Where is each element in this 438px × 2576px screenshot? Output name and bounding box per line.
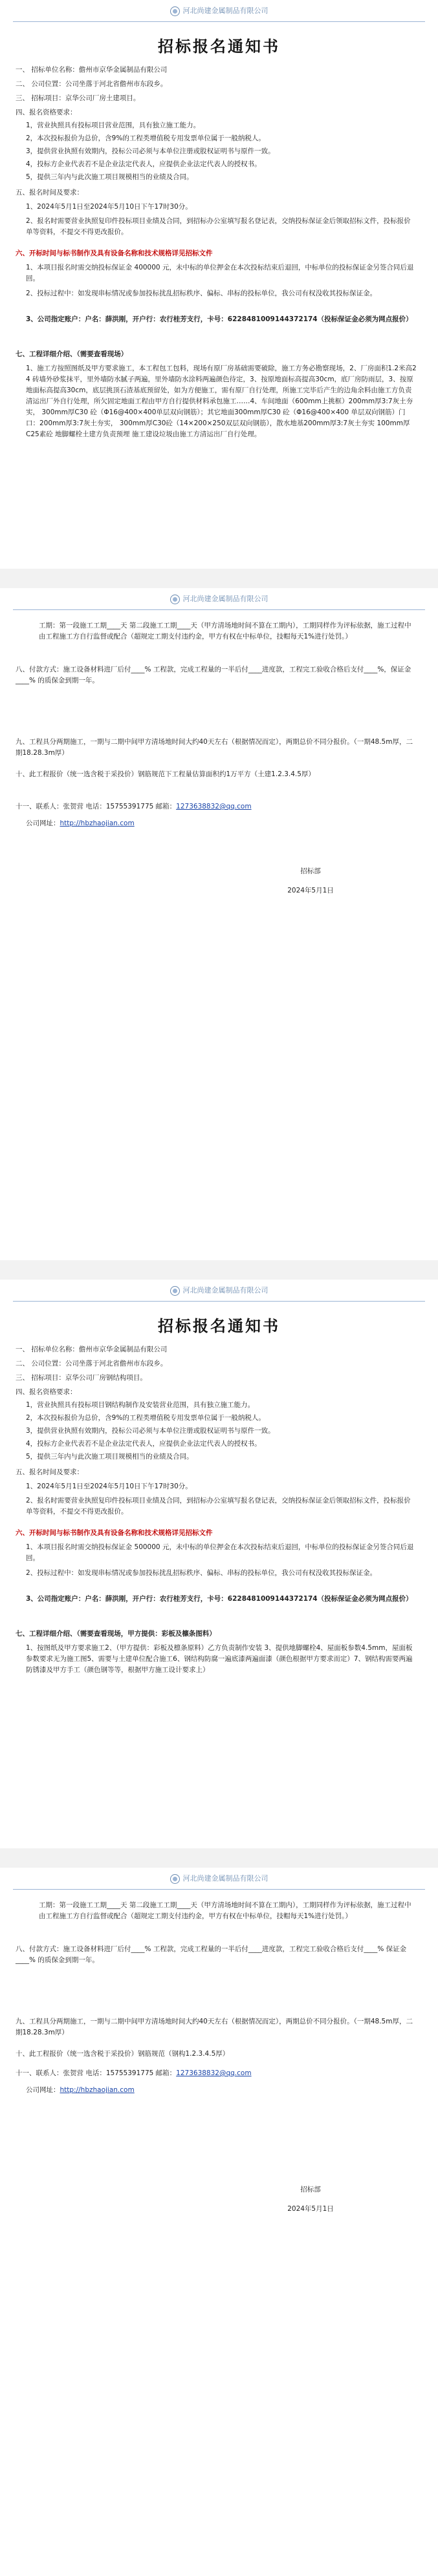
header-divider bbox=[13, 609, 425, 610]
page-gap bbox=[0, 1260, 438, 1280]
section-4-item-3: 3，提供营业执照有效期内，投标公司必须与本单位注册或股权证明书与原件一致。 bbox=[26, 147, 275, 155]
section-6-item-2: 2、投标过程中：如发现串标情况或参加投标扰乱招标秩序、偏标、串标的投标单位，我公司有权没收其投标保证金。 bbox=[26, 1569, 377, 1577]
company-logo-icon bbox=[170, 1874, 180, 1884]
section-4-item-4: 4，投标方企业代表若不是企业法定代表人，应提供企业法定代表人的授权书。 bbox=[26, 1440, 261, 1448]
section-2: 二、 公司位置：公司坐落于河北省儋州市东段乡。 bbox=[16, 1360, 168, 1367]
section-5: 五、报名时间及要求： bbox=[16, 189, 83, 196]
section-5-item-1: 1、2024年5月1日至2024年5月10日下午17时30分。 bbox=[26, 203, 192, 211]
section-4-item-2: 2，本次投标报价为总价，含9%的工程类增值税专用发票单位属于一般纳税人。 bbox=[26, 134, 265, 142]
notice-page-1 bbox=[0, 0, 438, 569]
contact-label: 十一、联系人：张贺营 电话：15755391775 邮箱： bbox=[16, 803, 177, 810]
page-header bbox=[0, 1873, 438, 1890]
page-header bbox=[0, 593, 438, 610]
header-divider bbox=[13, 21, 425, 22]
quote-info: 十、此工程报价（统一选含税于采投价）钢筋规范下工程量估算面积约1万平方（土建1.2.3.4.5厚） bbox=[16, 770, 315, 778]
section-4-item-2: 2，本次投标报价为总价，含9%的工程类增值税专用发票单位属于一般纳税人。 bbox=[26, 1414, 265, 1422]
section-4-item-1: 1，营业执照具有投标项目营业范围，具有独立施工能力。 bbox=[26, 121, 201, 129]
phase-info: 九、工程具分两期施工，一期与二期中间甲方清场地时间大约40天左右（根据情况而定），两期总价不同分报价。（一期48.5m厚，二期18.28.3m厚） bbox=[16, 2018, 413, 2036]
section-3: 三、 招标项目：京华公司厂房钢结构项目。 bbox=[16, 1374, 147, 1382]
section-7: 七、工程详细介绍、（需要查看现场） bbox=[16, 350, 128, 358]
section-6: 六、开标时间与标书制作及具有设备名称和技术规格详见招标文件 bbox=[16, 1529, 213, 1537]
page-header bbox=[0, 5, 438, 22]
page-header bbox=[0, 1285, 438, 1302]
payment-terms: 八、付款方式：施工设备材料进厂后付____% 工程款，完成工程量的一半后付____进度款，工程完工验收合格后支付____%，保证金____% 的质保金到期一年。 bbox=[16, 666, 411, 684]
issue-date: 2024年5月1日 bbox=[287, 2205, 334, 2213]
section-7-item-1: 1、施工方按照图纸及甲方要求施工，本工程包工包料，现场有原厂房基础需要破除，施工方务必勘察现场，2、厂房面积1.2米高2 4 砖墙外砂浆抹平，里外墙防水腻子两遍，里外墙防水涂料两遍颜色待定，3、按原地面标高提高30cm，底厂房防雨层，3、按原地面标高提高30cm，底层挑顶石渣基底预留处，如为方便施工，需有原厂自行处理，所施工完毕后产生的边角余料由施工方负责清运出厂外自行处理，所欠固定地面工程由甲方自行提供材料承包施工……4、车间地面（600mm上挑框）200mm厚3:7灰土夯实， 300mm厚C30 砼（Φ16@400×400单层双向钢筋）；其它地面300mm厚C30 砼（Φ16@400×400 单层双向钢筋）门口：200mm厚3:7灰土夯实， 300mm厚C30砼（14×200×250双层双向钢筋），散水地基200mm厚3:7灰土夯实 100mm厚C25素砼 地脚螺栓土建方负责预埋 施工建设垃圾由施工方清运出厂自行处理。 bbox=[26, 364, 417, 438]
header-brand: 河北尚建金属制品有限公司 bbox=[182, 6, 268, 15]
header-divider bbox=[13, 1889, 425, 1890]
company-logo-icon bbox=[170, 595, 180, 604]
section-7-item-1: 1、按图纸及甲方要求施工2、（甲方提供：彩板及檩条原料）乙方负责制作安装 3、提供地脚螺栓4、屋面板参数4.5mm，屋面板参数要求无为施工图5、需要与土建单位配合施工6、钢结构防腐一遍底漆两遍面漆（颜色根据甲方要求而定）7、钢结构需要两遍防锈漆及甲方手工（颜色钢等等，根据甲方施工设计要求上） bbox=[26, 1644, 413, 1674]
section-6-item-3: 3、公司指定账户：户名：薛洪刚，开户行：农行桂芳支行，卡号：6228481009144372174（投标保证金必须为网点报价） bbox=[26, 1595, 413, 1603]
notice-page-3 bbox=[0, 1280, 438, 1848]
header-brand: 河北尚建金属制品有限公司 bbox=[182, 595, 268, 603]
website-label: 公司网址： bbox=[26, 819, 60, 827]
page-gap bbox=[0, 1848, 438, 1868]
section-4: 四、报名资格要求： bbox=[16, 109, 77, 116]
section-4-item-1: 1，营业执照具有投标项目钢结构制作及安装营业范围，具有独立施工能力。 bbox=[26, 1401, 255, 1409]
contact-label: 十一、联系人：张贺营 电话：15755391775 邮箱： bbox=[16, 2069, 177, 2077]
page-title: 招标报名通知书 bbox=[158, 37, 280, 56]
page-title: 招标报名通知书 bbox=[158, 1317, 280, 1335]
schedule-text: 工期：第一段施工工期____天 第二段施工工期____天（甲方清场地时间不算在工期内），工期同样作为评标依据，施工过程中由工程施工方自行监督或配合（超规定工期支付违约金，甲方有权在中标单位，技帽每天1%进行处罚。） bbox=[39, 1901, 411, 1920]
section-5-item-1: 1、2024年5月1日至2024年5月10日下午17时30分。 bbox=[26, 1483, 192, 1490]
header-brand: 河北尚建金属制品有限公司 bbox=[182, 1874, 268, 1883]
website-line bbox=[26, 2085, 427, 2096]
section-1: 一、 招标单位名称：儋州市京华金属制品有限公司 bbox=[16, 66, 168, 74]
quote-info: 十、此工程报价（统一选含税于采投价）钢筋规范（钢构1.2.3.4.5厚） bbox=[16, 2050, 230, 2058]
notice-page-4 bbox=[0, 1868, 438, 2576]
section-7: 七、工程详细介绍、（需要查看现场，甲方提供：彩板及檩条图料） bbox=[16, 1630, 216, 1638]
section-1: 一、 招标单位名称：儋州市京华金属制品有限公司 bbox=[16, 1346, 168, 1353]
page-gap bbox=[0, 569, 438, 588]
section-5-item-2: 2、报名时需要营业执照复印件投标项目业绩及合同，到招标办公室填写报名登记表，交纳投标保证金后领取招标文件，投标报价单等资料，不提交不得更改报价。 bbox=[26, 1497, 411, 1515]
signature: 招标部 bbox=[300, 867, 321, 875]
phase-info: 九、工程具分两期施工，一期与二期中间甲方清场地时间大约40天左右（根据情况而定），两期总价不同分报价。（一期48.5m厚，二期18.28.3m厚） bbox=[16, 738, 413, 757]
contact-line bbox=[16, 801, 417, 812]
section-2: 二、 公司位置：公司坐落于河北省儋州市东段乡。 bbox=[16, 80, 168, 88]
contact-line bbox=[16, 2068, 417, 2079]
company-logo-icon bbox=[170, 6, 180, 16]
signature: 招标部 bbox=[300, 2186, 321, 2193]
payment-terms: 八、付款方式：施工设备材料进厂后付____% 工程款，完成工程量的一半后付____进度款，工程完工验收合格后支付____% 保证金____% 的质保金到期一年。 bbox=[16, 1945, 407, 1964]
section-5-item-2: 2、报名时需要营业执照复印件投标项目业绩及合同，到招标办公室填写报名登记表，交纳投标保证金后领取招标文件，投标报价单等资料，不提交不得更改报价。 bbox=[26, 217, 411, 236]
header-divider bbox=[13, 1301, 425, 1302]
section-6-item-1: 1、本项目报名时需交纳投标保证金 400000 元，未中标的单位押金在本次投标结束后退回，中标单位的投标保证金另签合同后退回。 bbox=[26, 264, 414, 282]
section-4-item-5: 5，提供三年内与此次施工项目规模相当的业绩及合同。 bbox=[26, 1453, 193, 1461]
website-link[interactable]: http://hbzhaojian.com bbox=[60, 2086, 135, 2094]
section-4: 四、报名资格要求： bbox=[16, 1388, 77, 1396]
email-link[interactable]: 1273638832@qq.com bbox=[176, 2069, 252, 2077]
header-brand: 河北尚建金属制品有限公司 bbox=[182, 1286, 268, 1294]
website-line bbox=[26, 818, 427, 829]
section-4-item-5: 5，提供三年内与此次施工项目规模相当的业绩及合同。 bbox=[26, 173, 193, 181]
section-3: 三、 招标项目：京华公司厂房土建项目。 bbox=[16, 94, 140, 102]
section-6-item-2: 2、投标过程中：如发现串标情况或参加投标扰乱招标秩序、偏标、串标的投标单位，我公司有权没收其投标保证金。 bbox=[26, 290, 377, 297]
email-link[interactable]: 1273638832@qq.com bbox=[176, 803, 252, 810]
section-4-item-4: 4，投标方企业代表若不是企业法定代表人，应提供企业法定代表人的授权书。 bbox=[26, 160, 261, 168]
section-6-item-1: 1、本项目报名时需交纳投标保证金 500000 元，未中标的单位押金在本次投标结束后退回，中标单位的投标保证金另签合同后退回。 bbox=[26, 1543, 414, 1562]
schedule-text: 工期：第一段施工工期____天 第二段施工工期____天（甲方清场地时间不算在工期内），工期同样作为评标依据，施工过程中由工程施工方自行监督或配合（超规定工期支付违约金，甲方有权在中标单位，技帽每天1%进行处罚。） bbox=[39, 622, 411, 640]
issue-date: 2024年5月1日 bbox=[287, 887, 334, 894]
section-6-item-3: 3、公司指定账户：户名：薛洪刚，开户行：农行桂芳支行，卡号：6228481009144372174（投标保证金必须为网点报价） bbox=[26, 315, 413, 323]
company-logo-icon bbox=[170, 1286, 180, 1296]
section-5: 五、报名时间及要求： bbox=[16, 1468, 83, 1476]
section-6: 六、开标时间与标书制作及具有设备名称和技术规格详见招标文件 bbox=[16, 249, 213, 257]
website-link[interactable]: http://hbzhaojian.com bbox=[60, 819, 135, 827]
website-label: 公司网址： bbox=[26, 2086, 60, 2094]
notice-page-2 bbox=[0, 588, 438, 1260]
section-4-item-3: 3，提供营业执照有效期内，投标公司必须与本单位注册或股权证明书与原件一致。 bbox=[26, 1427, 275, 1435]
